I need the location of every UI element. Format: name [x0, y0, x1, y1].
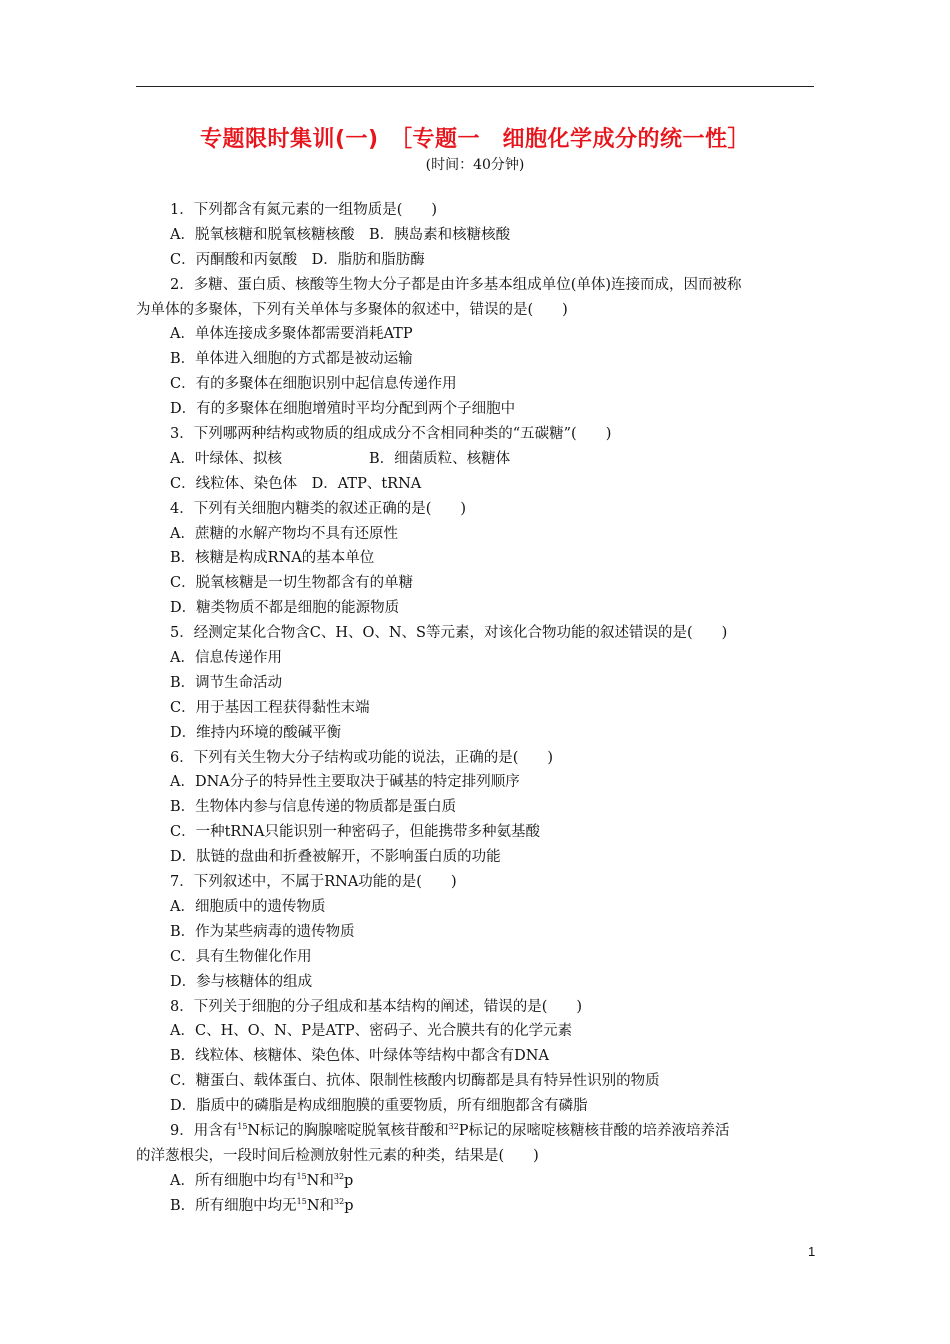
option-line: A．单体连接成多聚体都需要消耗ATP [170, 326, 413, 343]
option-line: A．脱氧核糖和脱氧核糖核酸 B．胰岛素和核糖核酸 [170, 226, 511, 243]
option-line: B．调节生命活动 [170, 674, 283, 691]
q9-option-b-text: N和 [306, 1197, 335, 1214]
header-rule [136, 86, 814, 87]
time-limit: (时间：40分钟) [425, 157, 525, 173]
option-line: A．叶绿体、拟核 B．细菌质粒、核糖体 [170, 450, 511, 467]
isotope-superscript: 32 [333, 1171, 345, 1181]
option-line: D．肽链的盘曲和折叠被解开，不影响蛋白质的功能 [170, 849, 501, 866]
option-line: A．细胞质中的遗传物质 [170, 898, 326, 915]
option-line [136, 1169, 816, 1194]
question-list [136, 198, 816, 1219]
q9-option-b-text: B．所有细胞中均无 [170, 1197, 297, 1214]
option-line: A．信息传递作用 [170, 650, 282, 667]
option-line: D．糖类物质不都是细胞的能源物质 [170, 600, 400, 617]
question-line: 6．下列有关生物大分子结构或功能的说法，正确的是( ) [170, 749, 554, 766]
question-line: 8．下列关于细胞的分子组成和基本结构的阐述，错误的是( ) [170, 998, 583, 1015]
option-line: B．单体进入细胞的方式都是被动运输 [170, 351, 413, 368]
option-line: D．参与核糖体的组成 [170, 973, 313, 990]
option-line: A．C、H、O、N、P是ATP、密码子、光合膜共有的化学元素 [170, 1023, 573, 1040]
option-line: B．生物体内参与信息传递的物质都是蛋白质 [170, 799, 457, 816]
q9-text-c: P标记的尿嘧啶核糖核苷酸的培养液培养活 [458, 1122, 730, 1139]
option-line: B．线粒体、核糖体、染色体、叶绿体等结构中都含有DNA [170, 1048, 549, 1065]
question-line-continued: 为单体的多聚体，下列有关单体与多聚体的叙述中，错误的是( ) [136, 301, 568, 318]
isotope-superscript: 32 [448, 1121, 459, 1131]
isotope-superscript: 15 [296, 1171, 307, 1181]
question-9-line [136, 1119, 816, 1144]
q9-text-a: 9．用含有 [170, 1122, 238, 1139]
question-line: 4．下列有关细胞内糖类的叙述正确的是( ) [170, 500, 467, 517]
option-line: A．蔗糖的水解产物均不具有还原性 [170, 525, 398, 542]
q9-option-a-text: A．所有细胞中均有 [170, 1172, 297, 1189]
option-line: A．DNA分子的特异性主要取决于碱基的特定排列顺序 [170, 774, 520, 791]
isotope-superscript: 15 [296, 1196, 307, 1206]
q9-option-a-text: N和 [306, 1172, 334, 1189]
option-line: C．具有生物催化作用 [170, 948, 312, 965]
option-line: C．用于基因工程获得黏性末端 [170, 699, 370, 716]
option-line: D．脂质中的磷脂是构成细胞膜的重要物质，所有细胞都含有磷脂 [170, 1098, 588, 1115]
question-line: 7．下列叙述中，不属于RNA功能的是( ) [170, 874, 457, 891]
option-line: C．有的多聚体在细胞识别中起信息传递作用 [170, 376, 457, 393]
option-line: C．脱氧核糖是一切生物都含有的单糖 [170, 575, 414, 592]
option-line: D．有的多聚体在细胞增殖时平均分配到两个子细胞中 [170, 401, 516, 418]
question-line: 1．下列都含有氮元素的一组物质是( ) [170, 202, 438, 218]
question-line: 2．多糖、蛋白质、核酸等生物大分子都是由许多基本组成单位(单体)连接而成，因而被称 [170, 276, 742, 293]
option-line: C．一种tRNA只能识别一种密码子，但能携带多种氨基酸 [170, 824, 540, 841]
isotope-superscript: 32 [334, 1196, 345, 1206]
page-title: 专题限时集训(一) ［专题一 细胞化学成分的统一性］ [199, 127, 751, 152]
page-number: 1 [808, 1244, 816, 1259]
question-line: 3．下列哪两种结构或物质的组成成分不含相同种类的“五碳糖”( ) [170, 426, 612, 443]
option-line: D．维持内环境的酸碱平衡 [170, 724, 342, 741]
option-line: C．糖蛋白、载体蛋白、抗体、限制性核酸内切酶都是具有特异性识别的物质 [170, 1073, 660, 1090]
q9-option-b-text: p [344, 1197, 354, 1214]
option-line: C．丙酮酸和丙氨酸 D．脂肪和脂肪酶 [170, 251, 425, 268]
option-line: B．核糖是构成RNA的基本单位 [170, 550, 375, 567]
question-line: 5．经测定某化合物含C、H、O、N、S等元素，对该化合物功能的叙述错误的是( ) [170, 625, 728, 642]
question-line-continued: 的洋葱根尖，一段时间后检测放射性元素的种类，结果是( ) [136, 1147, 539, 1164]
option-line: B．作为某些病毒的遗传物质 [170, 923, 355, 940]
q9-text-b: N标记的胸腺嘧啶脱氧核苷酸和 [247, 1122, 449, 1139]
q9-option-a-text: p [344, 1172, 354, 1189]
option-line: C．线粒体、染色体 D．ATP、tRNA [170, 475, 422, 492]
isotope-superscript: 15 [237, 1121, 248, 1131]
option-line [136, 1194, 816, 1219]
